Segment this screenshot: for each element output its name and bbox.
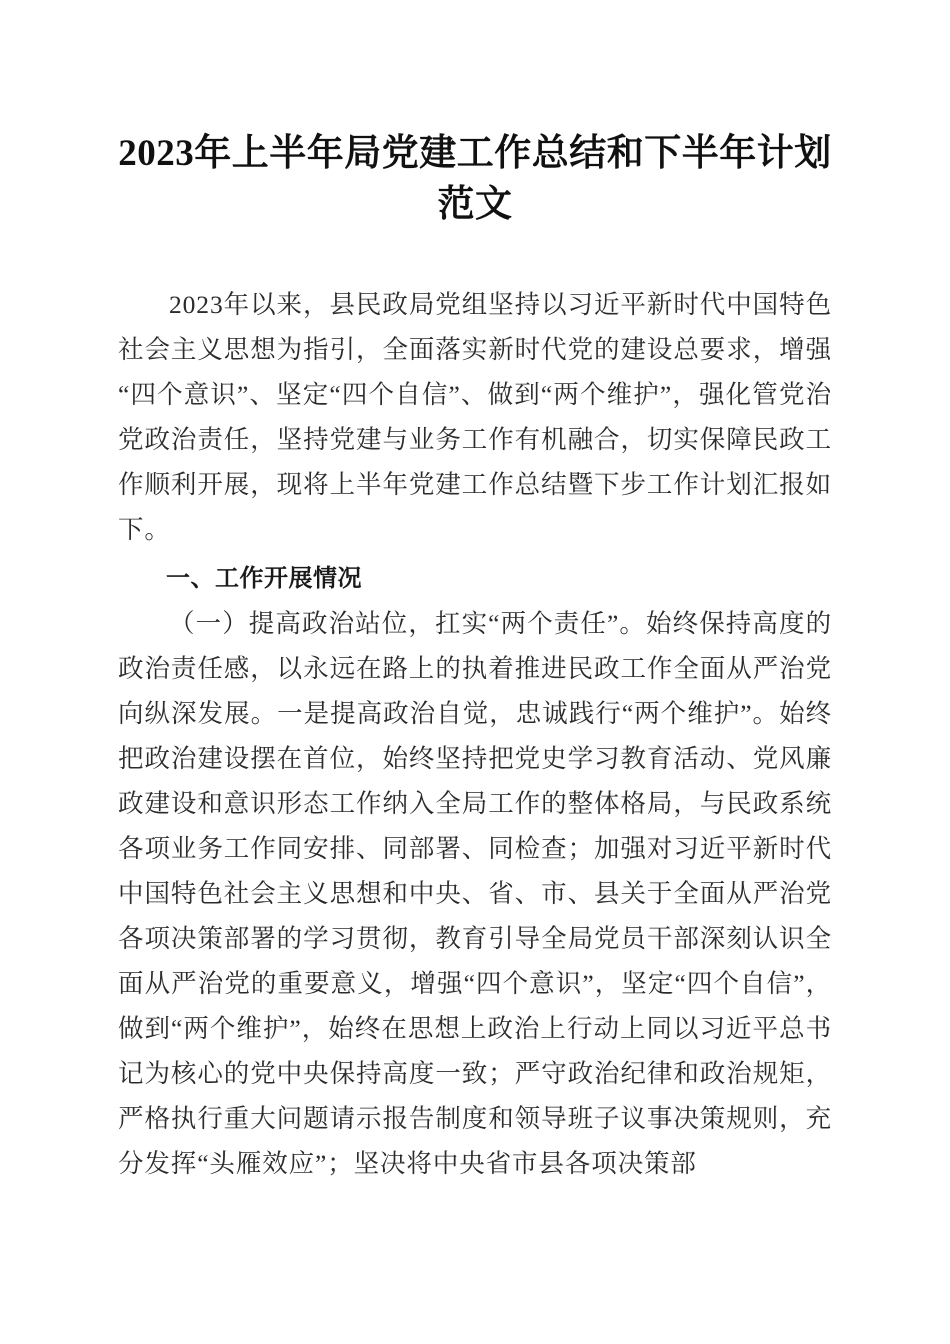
section-heading-1: 一、工作开展情况	[166, 565, 362, 592]
document-body	[118, 0, 832, 1186]
page-title: 2023年上半年局党建工作总结和下半年计划范文	[118, 133, 832, 225]
paragraph-section-1-item-1: （一）提高政治站位，扛实“两个责任”。始终保持高度的政治责任感，以永远在路上的执着推进民政工作全面从严治党向纵深发展。一是提高政治自觉，忠诚践行“两个维护”。始终把政治建设摆在首位，始终坚持把党史学习教育活动、党风廉政建设和意识形态工作纳入全局工作的整体格局，与民政系统各项业务工作同安排、同部署、同检查；加强对习近平新时代中国特色社会主义思想和中央、省、市、县关于全面从严治党各项决策部署的学习贯彻，教育引导全局党员干部深刻认识全面从严治党的重要意义，增强“四个意识”，坚定“四个自信”，做到“两个维护”，始终在思想上政治上行动上同以习近平总书记为核心的党中央保持高度一致；严守政治纪律和政治规矩，严格执行重大问题请示报告制度和领导班子议事决策规则，充分发挥“头雁效应”；坚决将中央省市县各项决策部	[118, 609, 832, 1178]
paragraph-intro: 2023年以来，县民政局党组坚持以习近平新时代中国特色社会主义思想为指引，全面落实新时代党的建设总要求，增强“四个意识”、坚定“四个自信”、做到“两个维护”，强化管党治党政治责任，坚持党建与业务工作有机融合，切实保障民政工作顺利开展，现将上半年党建工作总结暨下步工作计划汇报如下。	[118, 290, 832, 544]
